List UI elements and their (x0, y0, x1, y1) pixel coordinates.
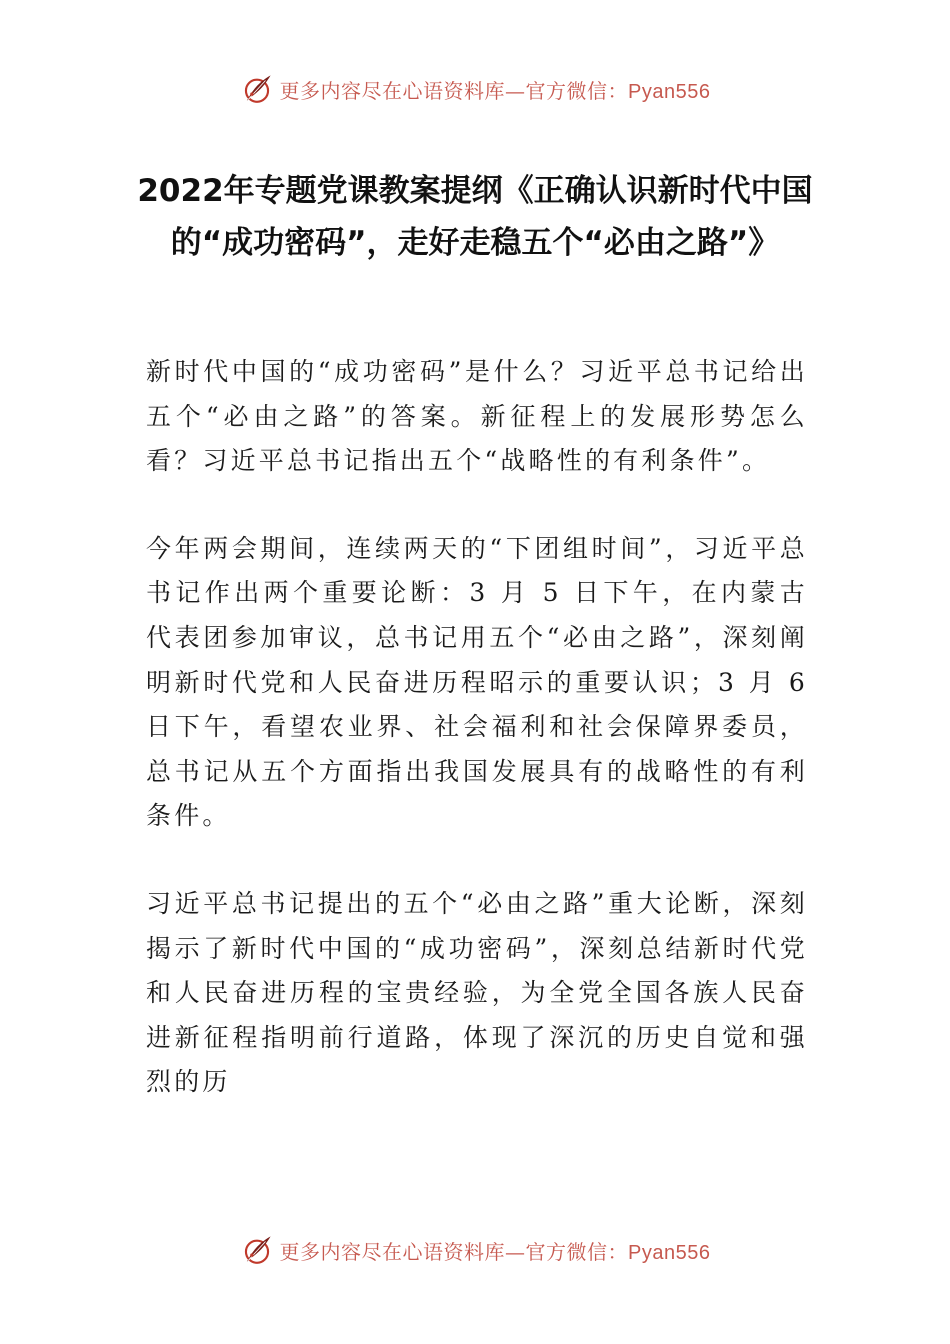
watermark-wechat: 官方微信：Pyan556 (525, 1241, 711, 1264)
feather-quill-logo-icon (240, 1233, 274, 1267)
paragraph-3: 习近平总书记提出的五个“必由之路”重大论断，深刻揭示了新时代中国的“成功密码”，深刻总结新时代党和人民奋进历程的宝贵经验，为全党全国各族人民奋进新征程指明前行道路，体现了深沉的历史自觉和强烈的历 (146, 888, 808, 1097)
watermark-text (280, 75, 711, 104)
watermark-site: 更多内容尽在心语资料库 (279, 78, 506, 103)
document-title: 2022年专题党课教案提纲《正确认识新时代中国的“成功密码”，走好走稳五个“必由之路”》 (137, 173, 813, 261)
paragraph-2: 今年两会期间，连续两天的“下团组时间”，习近平总书记作出两个重要论断：3 月 5 日下午，在内蒙古代表团参加审议，总书记用五个“必由之路”，深刻阐明新时代党和人民奋进历程昭示的重要认识；3 月 6 日下午，看望农业界、社会福利和社会保障界委员，总书记从五个方面指出我国发展具有的战略性的有利条件。 (146, 533, 808, 831)
watermark-dash: — (505, 78, 526, 103)
watermark-text (280, 1236, 711, 1265)
document-body (146, 350, 808, 1148)
header-watermark (0, 72, 950, 106)
watermark-site: 更多内容尽在心语资料库 (279, 1239, 506, 1264)
watermark-dash: — (505, 1239, 526, 1264)
footer-watermark (0, 1233, 950, 1267)
feather-quill-logo-icon (240, 72, 274, 106)
watermark-wechat: 官方微信：Pyan556 (525, 80, 711, 103)
paragraph-1: 新时代中国的“成功密码”是什么？习近平总书记给出五个“必由之路”的答案。新征程上的发展形势怎么看？习近平总书记指出五个“战略性的有利条件”。 (146, 357, 808, 476)
